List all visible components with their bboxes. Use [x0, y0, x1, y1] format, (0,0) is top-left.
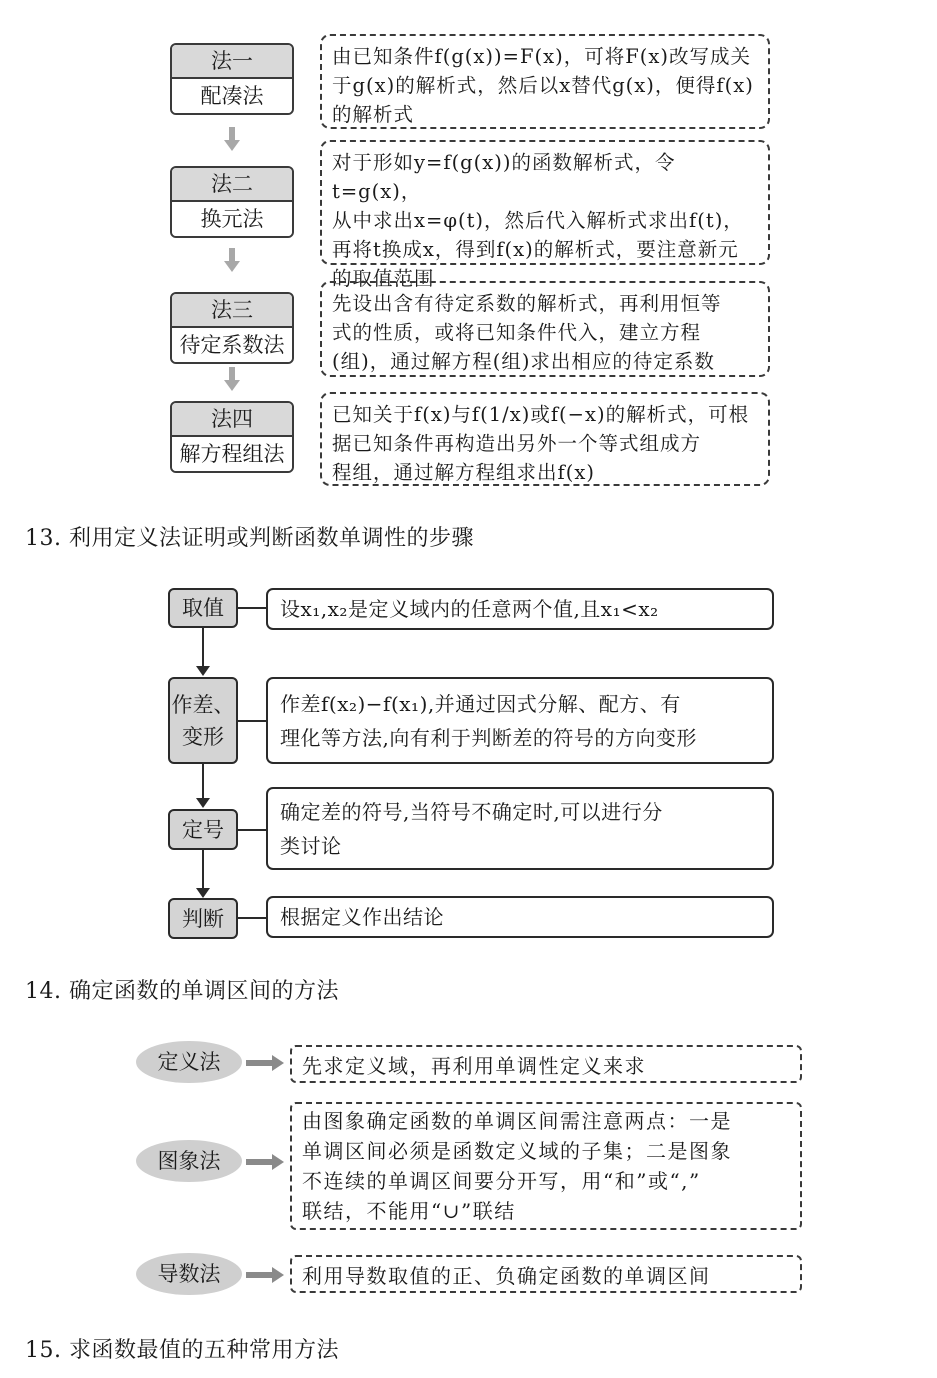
desc-line: 程组，通过解方程组求出f(x) — [332, 461, 595, 484]
desc-line: 的解析式 — [332, 103, 415, 126]
method-number: 法二 — [172, 168, 292, 202]
step-desc-4 — [266, 896, 774, 938]
step-box-4 — [168, 898, 238, 939]
desc-line: 理化等方法,向有利于判断差的符号的方向变形 — [280, 725, 697, 750]
desc-line: 式的性质，或将已知条件代入，建立方程 — [332, 321, 702, 344]
flow-line — [202, 628, 204, 666]
desc-line: 的取值范围 — [332, 267, 435, 290]
desc-line: (组)，通过解方程(组)求出相应的待定系数 — [332, 350, 715, 373]
right-arrow-icon — [246, 1154, 286, 1170]
right-arrow-icon — [246, 1055, 286, 1071]
desc-line: 利用导数取值的正、负确定函数的单调区间 — [302, 1264, 711, 1288]
down-arrow-icon — [224, 367, 240, 393]
method-box-3 — [170, 292, 294, 364]
right-arrow-icon — [246, 1267, 286, 1283]
step-box-3 — [168, 809, 238, 850]
connector — [238, 607, 266, 609]
method-name: 换元法 — [172, 202, 292, 236]
step-label: 作差、 — [171, 692, 235, 717]
desc-line: 作差f(x₂)−f(x₁),并通过因式分解、配方、有 — [280, 691, 681, 716]
desc-line: 据已知条件再构造出另外一个等式组成方 — [332, 432, 702, 455]
desc-line: 确定差的符号,当符号不确定时,可以进行分 — [280, 799, 663, 824]
desc-line: 从中求出x=φ(t)，然后代入解析式求出f(t)， — [332, 209, 744, 232]
step-desc-3 — [266, 787, 774, 870]
down-arrow-icon — [196, 666, 210, 676]
desc-line: 联结，不能用“∪”联结 — [302, 1199, 516, 1223]
method-oval-2: 图象法 — [136, 1140, 242, 1182]
method-number: 法四 — [172, 403, 292, 437]
connector — [238, 917, 266, 919]
desc-line: 由已知条件f(g(x))=F(x)，可将F(x)改写成关 — [332, 45, 751, 68]
desc-line: 再将t换成x，得到f(x)的解析式，要注意新元 — [332, 238, 739, 261]
section-14-heading: 14. 确定函数的单调区间的方法 — [25, 979, 339, 1004]
desc-line: 设x₁,x₂是定义域内的任意两个值,且x₁<x₂ — [280, 597, 659, 621]
desc-line: 对于形如y=f(g(x))的函数解析式，令t=g(x)， — [332, 151, 676, 203]
section-13-heading: 13. 利用定义法证明或判断函数单调性的步骤 — [25, 526, 474, 551]
method-name: 配凑法 — [172, 79, 292, 113]
down-arrow-icon — [196, 888, 210, 898]
section-15-heading: 15. 求函数最值的五种常用方法 — [25, 1338, 339, 1363]
step-box-2 — [168, 677, 238, 764]
method-box-2 — [170, 166, 294, 238]
desc-line: 类讨论 — [280, 833, 342, 858]
method-desc-2 — [320, 140, 770, 290]
desc-line: 于g(x)的解析式，然后以x替代g(x)，便得f(x) — [332, 74, 754, 97]
desc-line: 不连续的单调区间要分开写，用“和”或“,” — [302, 1169, 701, 1193]
step-desc-2 — [266, 677, 774, 764]
desc-line: 单调区间必须是函数定义域的子集；二是图象 — [302, 1139, 732, 1163]
desc-line: 已知关于f(x)与f(1/x)或f(−x)的解析式，可根 — [332, 403, 750, 426]
down-arrow-icon — [224, 127, 240, 153]
step-box-1 — [168, 588, 238, 628]
step-label: 定号 — [182, 817, 224, 842]
method-number: 法一 — [172, 45, 292, 79]
desc-line: 先求定义域，再利用单调性定义来求 — [302, 1054, 646, 1078]
step-label: 变形 — [182, 724, 224, 749]
method-desc-2 — [290, 1102, 802, 1230]
step-label: 判断 — [182, 906, 224, 931]
down-arrow-icon — [196, 798, 210, 808]
method-desc-4 — [320, 392, 770, 486]
flow-line — [202, 764, 204, 798]
method-number: 法三 — [172, 294, 292, 328]
flow-line — [202, 850, 204, 888]
step-label: 取值 — [182, 596, 224, 620]
step-desc-1 — [266, 588, 774, 630]
desc-line: 由图象确定函数的单调区间需注意两点：一是 — [302, 1109, 732, 1133]
method-name: 待定系数法 — [172, 328, 292, 362]
method-oval-1: 定义法 — [136, 1041, 242, 1083]
down-arrow-icon — [224, 248, 240, 274]
method-box-4 — [170, 401, 294, 473]
method-desc-3 — [290, 1255, 802, 1293]
desc-line: 根据定义作出结论 — [280, 905, 444, 929]
method-oval-3: 导数法 — [136, 1253, 242, 1295]
method-desc-3 — [320, 281, 770, 377]
connector — [238, 720, 266, 722]
method-desc-1 — [320, 34, 770, 129]
method-box-1 — [170, 43, 294, 115]
method-desc-1 — [290, 1045, 802, 1083]
desc-line: 先设出含有待定系数的解析式，再利用恒等 — [332, 292, 722, 315]
connector — [238, 829, 266, 831]
method-name: 解方程组法 — [172, 437, 292, 471]
